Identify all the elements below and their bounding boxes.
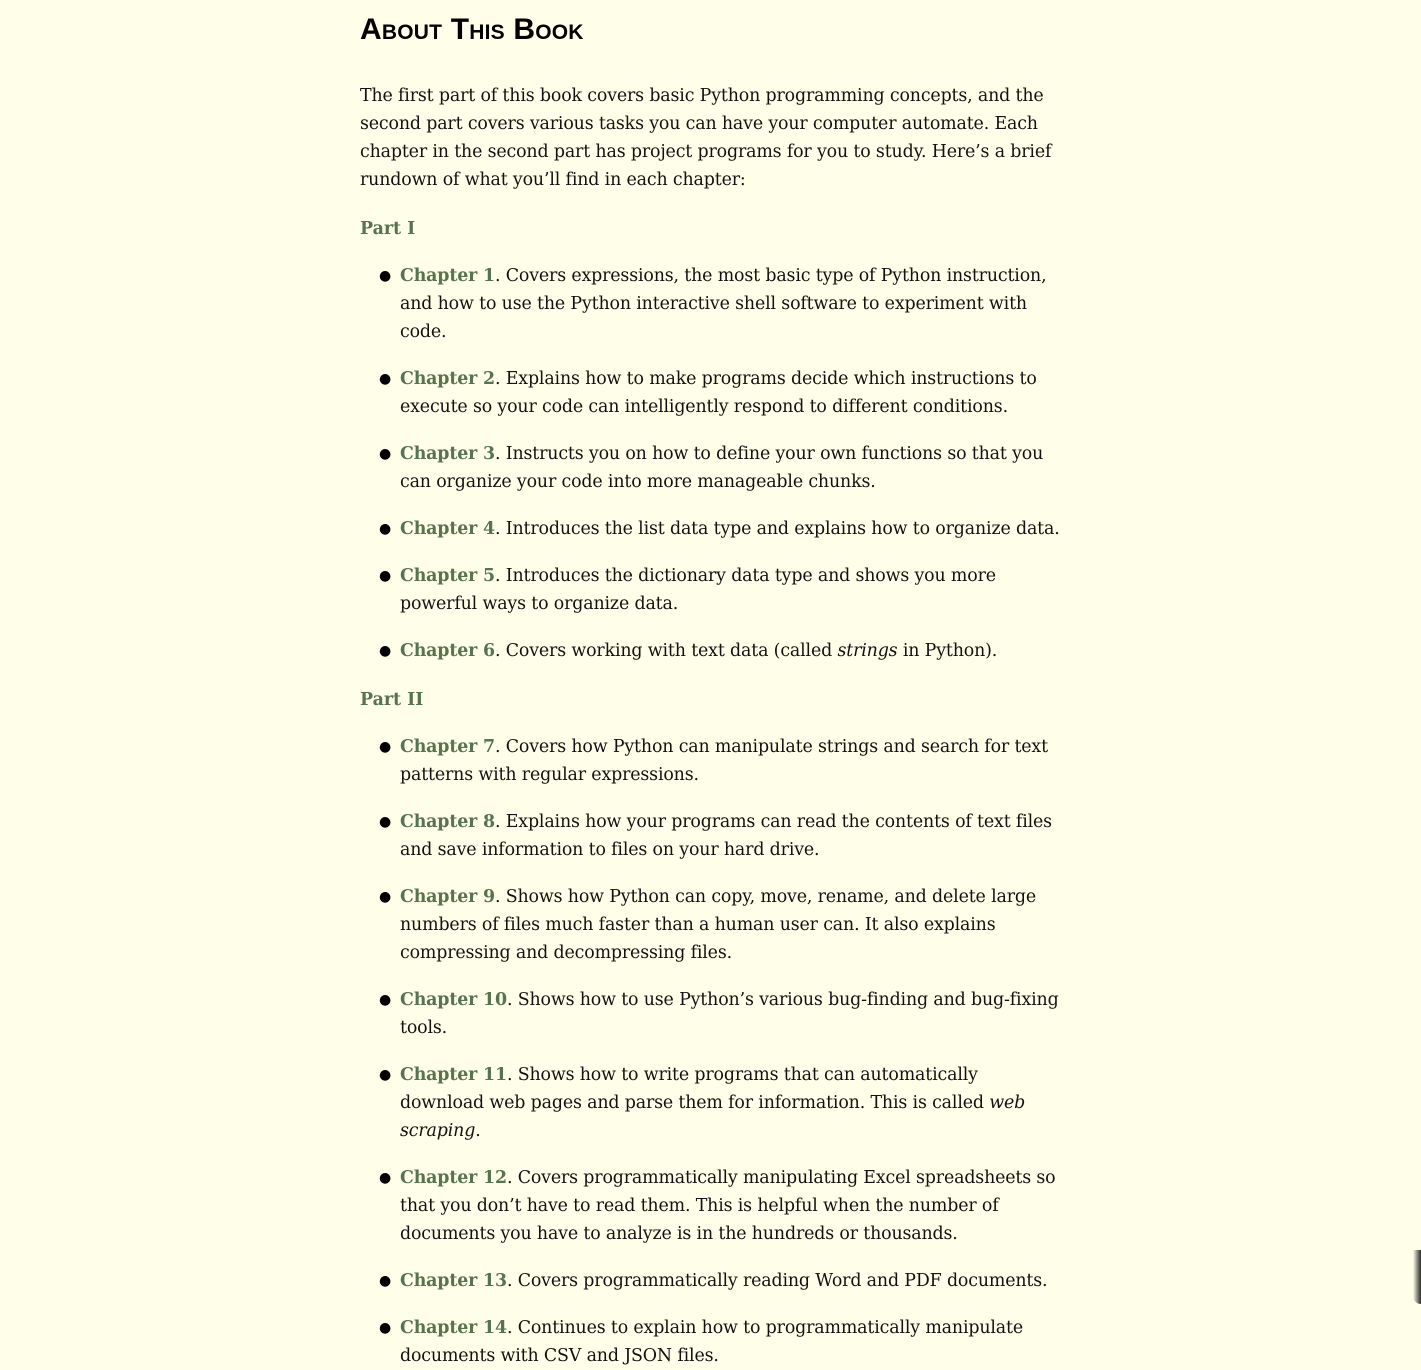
chapter-description: . Continues to explain how to programmatically manipulate documents with CSV and JSON files. (400, 1318, 1024, 1366)
chapter-10-link[interactable]: Chapter 10 (400, 990, 507, 1010)
chapter-item (379, 1164, 1065, 1248)
chapter-9-link[interactable]: Chapter 9 (400, 887, 495, 907)
chapter-item (379, 515, 1065, 543)
chapter-3-link[interactable]: Chapter 3 (400, 444, 495, 464)
chapter-item (379, 1314, 1065, 1370)
bullet-icon: ● (379, 268, 392, 284)
chapter-item (379, 365, 1065, 421)
window-corner (1413, 1250, 1421, 1304)
part-1-heading: Part I (360, 219, 416, 239)
chapter-2-link[interactable]: Chapter 2 (400, 369, 495, 389)
chapter-item (379, 883, 1065, 967)
chapter-5-link[interactable]: Chapter 5 (400, 566, 495, 586)
chapter-1-link[interactable]: Chapter 1 (400, 266, 495, 286)
chapter-description: . Instructs you on how to define your own functions so that you can organize your code into more manageable chunks. (400, 444, 1044, 492)
chapter-description: . Shows how to use Python’s various bug-finding and bug-fixing tools. (400, 990, 1059, 1038)
intro-paragraph: The first part of this book covers basic Python programming concepts, and the second part covers various tasks you can have your computer automate. Each chapter in the second part has project programs for you to study. Here’s a brief rundown of what you’ll find in each chapter: (360, 86, 1052, 190)
bullet-icon: ● (379, 992, 392, 1008)
chapter-13-link[interactable]: Chapter 13 (400, 1271, 507, 1291)
about-this-book-section (360, 0, 1065, 1370)
emphasized-term: strings (837, 641, 898, 661)
emphasized-term: web scraping (400, 1093, 1026, 1141)
bullet-icon: ● (379, 371, 392, 387)
chapter-item (379, 1061, 1065, 1145)
chapter-description: . (475, 1121, 481, 1141)
chapter-description: . Explains how to make programs decide which instructions to execute so your code can intelligently respond to different conditions. (400, 369, 1037, 417)
chapter-item (379, 733, 1065, 789)
part-1-chapter-list (360, 262, 1065, 665)
part-2-chapter-list (360, 733, 1065, 1370)
chapter-item (379, 440, 1065, 496)
bullet-icon: ● (379, 889, 392, 905)
chapter-item (379, 562, 1065, 618)
chapter-8-link[interactable]: Chapter 8 (400, 812, 495, 832)
chapter-item (379, 262, 1065, 346)
chapter-description: . Covers programmatically manipulating Excel spreadsheets so that you don’t have to read them. This is helpful when the number of documents you have to analyze is in the hundreds or thousands. (400, 1168, 1056, 1244)
bullet-icon: ● (379, 739, 392, 755)
bullet-icon: ● (379, 643, 392, 659)
chapter-description: in Python). (897, 641, 998, 661)
bullet-icon: ● (379, 521, 392, 537)
chapter-description: . Covers how Python can manipulate strings and search for text patterns with regular expressions. (400, 737, 1048, 785)
bullet-icon: ● (379, 1320, 392, 1336)
chapter-description: . Covers expressions, the most basic type of Python instruction, and how to use the Python interactive shell software to experiment with code. (400, 266, 1047, 342)
chapter-description: . Introduces the list data type and explains how to organize data. (494, 519, 1060, 539)
chapter-description: . Covers programmatically reading Word and PDF documents. (506, 1271, 1048, 1291)
chapter-description: . Covers working with text data (called (494, 641, 838, 661)
bullet-icon: ● (379, 446, 392, 462)
bullet-icon: ● (379, 814, 392, 830)
chapter-item (379, 986, 1065, 1042)
section-heading: About This Book (360, 13, 584, 46)
chapter-item (379, 808, 1065, 864)
chapter-12-link[interactable]: Chapter 12 (400, 1168, 507, 1188)
chapter-item (379, 637, 1065, 665)
chapter-11-link[interactable]: Chapter 11 (400, 1065, 507, 1085)
chapter-14-link[interactable]: Chapter 14 (400, 1318, 507, 1338)
chapter-description: . Explains how your programs can read the contents of text files and save information to files on your hard drive. (400, 812, 1052, 860)
bullet-icon: ● (379, 1067, 392, 1083)
chapter-7-link[interactable]: Chapter 7 (400, 737, 495, 757)
chapter-6-link[interactable]: Chapter 6 (400, 641, 495, 661)
chapter-item (379, 1267, 1065, 1295)
chapter-description: . Introduces the dictionary data type and shows you more powerful ways to organize data. (400, 566, 996, 614)
bullet-icon: ● (379, 568, 392, 584)
bullet-icon: ● (379, 1273, 392, 1289)
chapter-description: . Shows how Python can copy, move, rename, and delete large numbers of files much faster than a human user can. It also explains compressing and decompressing files. (400, 887, 1036, 963)
chapter-description: . Shows how to write programs that can automatically download web pages and parse them for information. This is called (400, 1065, 990, 1113)
part-2-heading: Part II (360, 690, 424, 710)
chapter-4-link[interactable]: Chapter 4 (400, 519, 495, 539)
bullet-icon: ● (379, 1170, 392, 1186)
